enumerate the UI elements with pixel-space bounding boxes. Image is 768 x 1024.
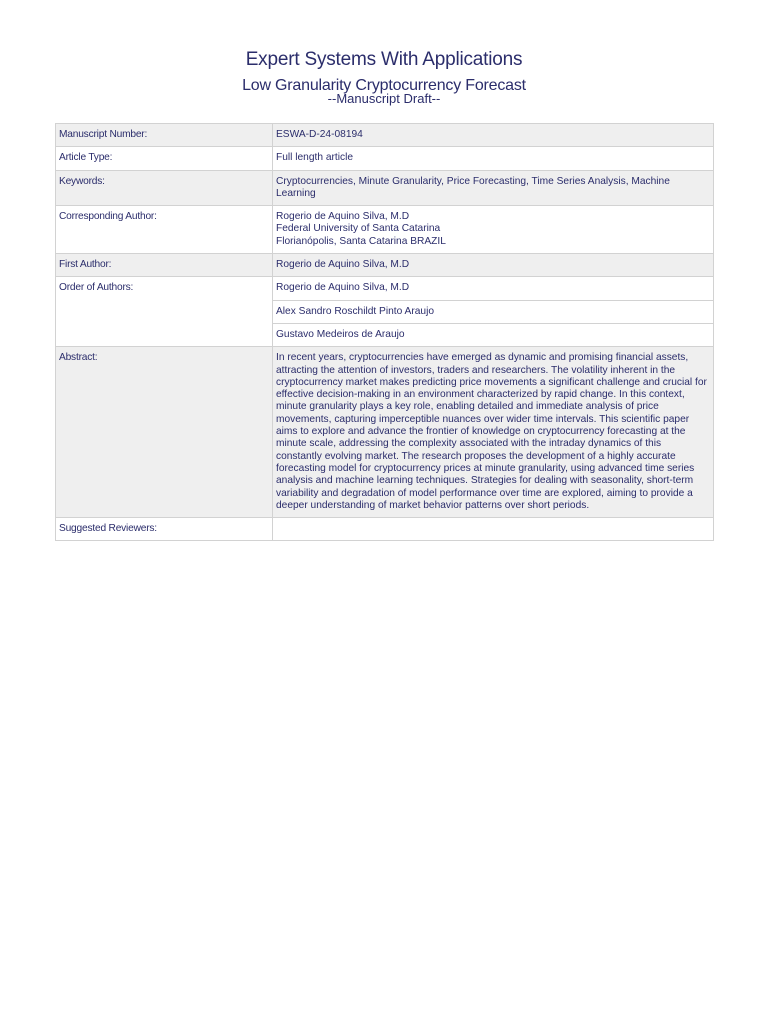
suggested-reviewers-label: Suggested Reviewers: [56, 518, 273, 541]
author-2: Alex Sandro Roschildt Pinto Araujo [273, 300, 714, 323]
row-manuscript-number [56, 124, 714, 147]
manuscript-metadata-table [55, 123, 714, 541]
row-corresponding-author [56, 206, 714, 254]
author-1: Rogerio de Aquino Silva, M.D [273, 277, 714, 300]
row-article-type [56, 147, 714, 170]
row-first-author [56, 254, 714, 277]
manuscript-number-label: Manuscript Number: [56, 124, 273, 147]
first-author-label: First Author: [56, 254, 273, 277]
corresponding-author-location: Florianópolis, Santa Catarina BRAZIL [276, 235, 446, 247]
corresponding-author-value [273, 206, 714, 254]
row-keywords [56, 170, 714, 206]
abstract-text: In recent years, cryptocurrencies have emerged as dynamic and promising financial assets, attracting the attention of investors, traders and researchers. The volatility inherent in the cryptocurrency market makes predicting price movements a significant challenge and crucial for effective decision-making in an environment characterized by rapid change. In this context, minute granularity plays a key role, enabling detailed and immediate analysis of price movements, capturing imperceptible nuances over wider time intervals. This scientific paper aims to explore and advance the frontier of knowledge on cryptocurrency forecasting at the minute scale, addressing the complexity associated with the intraday dynamics of this constantly evolving market. The research proposes the development of a highly accurate forecasting model for cryptocurrency prices at minute granularity, using advanced time series analysis and machine learning techniques. Strategies for dealing with seasonality, short-term variability and degradation of model performance over time are explored, aiming to provide a deeper understanding of market behavior patterns over short periods. [273, 347, 714, 518]
manuscript-number-value: ESWA-D-24-08194 [273, 124, 714, 147]
journal-title: Expert Systems With Applications [245, 49, 523, 70]
row-suggested-reviewers [56, 518, 714, 541]
keywords-value: Cryptocurrencies, Minute Granularity, Price Forecasting, Time Series Analysis, Machine Learning [273, 170, 714, 206]
article-type-label: Article Type: [56, 147, 273, 170]
draft-label: --Manuscript Draft-- [327, 91, 441, 106]
keywords-label: Keywords: [56, 170, 273, 206]
row-abstract [56, 347, 714, 518]
author-3: Gustavo Medeiros de Araujo [273, 323, 714, 346]
corresponding-author-name: Rogerio de Aquino Silva, M.D [276, 211, 410, 223]
row-order-of-authors [56, 277, 714, 300]
document-header [0, 49, 768, 106]
order-of-authors-label: Order of Authors: [56, 277, 273, 347]
corresponding-author-label: Corresponding Author: [56, 206, 273, 254]
article-type-value: Full length article [273, 147, 714, 170]
first-author-value: Rogerio de Aquino Silva, M.D [273, 254, 714, 277]
corresponding-author-institution: Federal University of Santa Catarina [276, 223, 441, 235]
abstract-label: Abstract: [56, 347, 273, 518]
suggested-reviewers-value [273, 518, 714, 541]
paper-title: Low Granularity Cryptocurrency Forecast [242, 77, 526, 94]
